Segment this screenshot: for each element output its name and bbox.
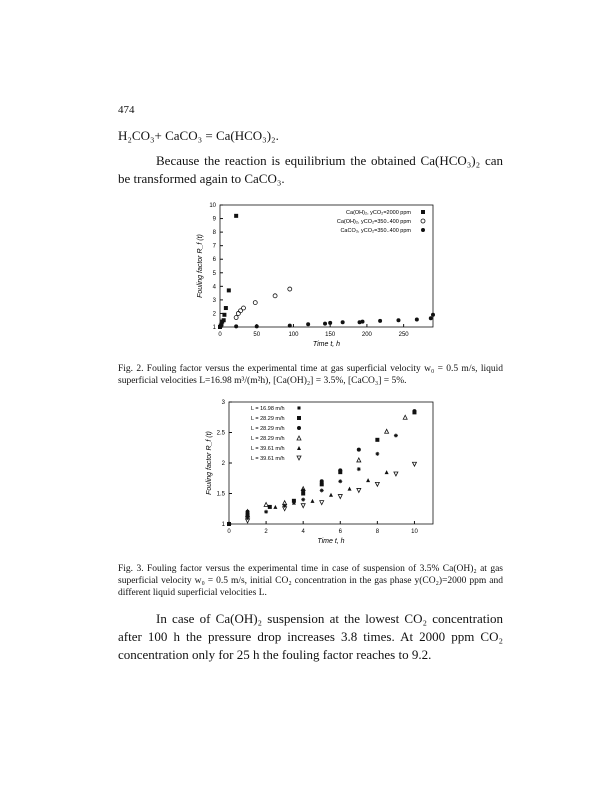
data-point xyxy=(297,446,301,450)
figure-2-chart xyxy=(160,195,460,355)
legend-label: Ca(OH)₂, yCO₂=350..400 ppm xyxy=(336,219,411,225)
figure-3-caption: Fig. 3. Fouling factor versus the experimental time in case of suspension of 3.5% Ca(OH)₂ at gas superficial velocity w₀ = 0.5 m/s, initial CO₂ concentration in the gas phase y(CO₂)=2000 ppm and different liquid superficial velocities L. xyxy=(118,564,503,598)
y-tick-label: 5 xyxy=(212,270,216,277)
legend-label: L = 39.61 m/h xyxy=(251,446,285,452)
x-tick-label: 8 xyxy=(375,529,380,535)
x-tick-label: 100 xyxy=(288,332,299,338)
data-point xyxy=(234,214,238,218)
data-point xyxy=(273,294,277,298)
data-point xyxy=(264,502,268,506)
y-tick-label: 7 xyxy=(212,243,216,250)
legend-label: L = 39.61 m/h xyxy=(251,456,285,462)
legend-label: L = 28.29 m/h xyxy=(251,436,285,442)
data-point xyxy=(394,434,398,438)
data-point xyxy=(297,406,301,410)
data-point xyxy=(297,456,301,460)
data-point xyxy=(366,478,370,482)
data-point xyxy=(253,301,257,305)
data-point xyxy=(268,505,272,509)
data-point xyxy=(412,462,416,466)
data-point xyxy=(255,324,259,328)
data-point xyxy=(320,488,324,492)
x-tick-label: 6 xyxy=(338,529,342,535)
data-point xyxy=(375,482,379,486)
data-point xyxy=(310,499,314,503)
data-point xyxy=(218,325,222,329)
data-point xyxy=(421,228,425,232)
data-point xyxy=(288,287,292,291)
data-point xyxy=(421,210,425,214)
data-point xyxy=(329,493,333,497)
page-number: 474 xyxy=(118,104,135,116)
y-axis-label: Fouling factor R_f (t) xyxy=(197,234,204,298)
data-point xyxy=(360,320,364,324)
figure-2-caption: Fig. 2. Fouling factor versus the experimental time at gas superficial velocity w₀ = 0.5 m/s, liquid superficial velocities L=16.98 m³/(m²h), [Ca(OH)₂] = 3.5%, [CaCO₃] = 5%. xyxy=(118,364,503,386)
data-point xyxy=(222,313,226,317)
data-point xyxy=(264,510,268,514)
y-axis-label: Fouling factor R_f (t) xyxy=(206,431,213,495)
y-tick-label: 3 xyxy=(212,297,216,304)
data-point xyxy=(224,306,228,310)
x-axis-label: Time t, h xyxy=(317,538,345,545)
legend-label: L = 16.98 m/h xyxy=(251,406,285,412)
data-point xyxy=(421,219,425,223)
data-point xyxy=(242,306,246,310)
data-point xyxy=(222,318,226,322)
data-point xyxy=(357,467,361,471)
data-point xyxy=(288,324,292,328)
y-tick-label: 4 xyxy=(212,284,216,291)
data-point xyxy=(234,324,238,328)
data-point xyxy=(357,488,361,492)
data-point xyxy=(348,487,352,491)
x-tick-label: 2 xyxy=(264,529,268,535)
data-point xyxy=(396,318,400,322)
data-point xyxy=(301,498,305,502)
legend-label: L = 28.29 m/h xyxy=(251,416,285,422)
y-tick-label: 1 xyxy=(212,325,216,331)
data-point xyxy=(412,409,416,413)
data-point xyxy=(297,426,301,430)
data-point xyxy=(234,316,238,320)
data-point xyxy=(301,504,305,508)
figure-3-chart xyxy=(160,392,460,557)
data-point xyxy=(357,448,361,452)
x-axis-label: Time t, h xyxy=(312,341,341,348)
x-tick-label: 200 xyxy=(361,332,372,338)
legend-label: L = 28.29 m/h xyxy=(251,426,285,432)
y-tick-label: 2 xyxy=(212,311,216,318)
legend-label: CaCO₃, yCO₂=350..400 ppm xyxy=(340,228,411,234)
y-tick-label: 9 xyxy=(212,216,216,223)
data-point xyxy=(320,501,324,505)
data-point xyxy=(227,522,231,526)
data-point xyxy=(341,320,345,324)
data-point xyxy=(273,505,277,509)
x-tick-label: 50 xyxy=(253,332,261,338)
y-tick-label: 6 xyxy=(212,257,216,264)
data-point xyxy=(338,479,342,483)
data-point xyxy=(357,458,361,462)
data-point xyxy=(338,495,342,499)
data-point xyxy=(375,438,379,442)
y-tick-label: 8 xyxy=(212,230,216,237)
data-point xyxy=(328,321,332,325)
data-point xyxy=(320,479,324,483)
x-tick-label: 10 xyxy=(411,529,418,535)
data-point xyxy=(429,316,433,320)
data-point xyxy=(297,416,301,420)
equation: H₂CO₃+ CaCO₃ = Ca(HCO₃)₂. xyxy=(118,128,279,143)
x-tick-label: 4 xyxy=(301,529,305,535)
data-point xyxy=(385,470,389,474)
data-point xyxy=(338,468,342,472)
x-tick-label: 0 xyxy=(227,529,231,535)
data-point xyxy=(385,429,389,433)
data-point xyxy=(323,322,327,326)
data-point xyxy=(227,288,231,292)
y-tick-label: 1.5 xyxy=(216,491,225,498)
legend-label: Ca(OH)₂, yCO₂=2000 ppm xyxy=(346,210,411,216)
y-tick-label: 3 xyxy=(221,400,225,406)
x-tick-label: 0 xyxy=(218,332,222,338)
y-tick-label: 10 xyxy=(209,203,216,209)
y-tick-label: 1 xyxy=(221,522,225,528)
x-tick-label: 250 xyxy=(398,332,409,338)
data-point xyxy=(431,313,435,317)
data-point xyxy=(297,436,301,440)
data-point xyxy=(375,452,379,456)
y-tick-label: 2 xyxy=(221,461,225,467)
data-point xyxy=(236,311,240,315)
paragraph: Because the reaction is equilibrium the obtained Ca(HCO₃)₂ can be transformed again to CaCO₃. xyxy=(118,153,503,186)
data-point xyxy=(394,472,398,476)
data-point xyxy=(378,319,382,323)
data-point xyxy=(403,415,407,419)
y-tick-label: 2.5 xyxy=(216,430,225,437)
data-point xyxy=(306,322,310,326)
x-tick-label: 150 xyxy=(325,332,336,338)
data-point xyxy=(415,318,419,322)
paragraph: In case of Ca(OH)₂ suspension at the lowest CO₂ concentration after 100 h the pressure drop increases 3.8 times. At 2000 ppm CO₂ concentration only for 25 h the fouling factor reaches to 9.2. xyxy=(118,611,503,662)
